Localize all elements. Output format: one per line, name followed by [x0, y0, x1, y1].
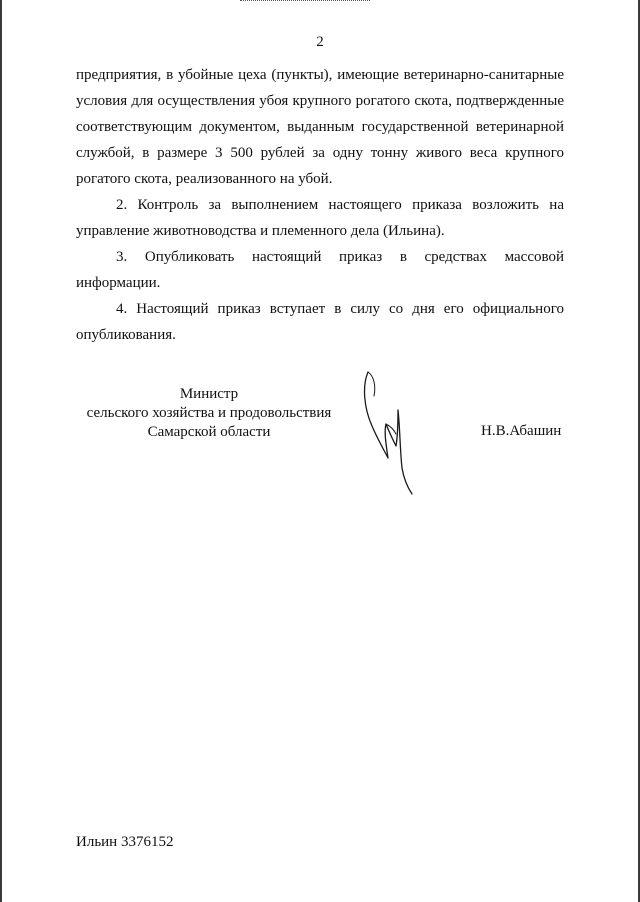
paragraph-item-3: 3. Опубликовать настоящий приказ в средствах массовой информации. — [76, 249, 564, 291]
signatory-title-line-1: Министр — [179, 386, 239, 402]
paragraph-item-2: 2. Контроль за выполнением настоящего приказа возложить на управление животноводства и племенного дела (Ильина). — [76, 197, 564, 239]
signatory-title-line-3: Самарской области — [147, 424, 271, 440]
paragraph-item-4: 4. Настоящий приказ вступает в силу со дня его официального опубликования. — [76, 301, 564, 343]
signatory-title-line-2: сельского хозяйства и продовольствия — [86, 405, 332, 421]
signatory-title-block — [74, 385, 344, 442]
executor-footer: Ильин 3376152 — [76, 834, 174, 850]
handwritten-signature — [356, 368, 436, 496]
signer-name: Н.В.Абашин — [481, 423, 562, 439]
scan-left-edge — [0, 0, 2, 902]
scan-top-marks — [240, 0, 370, 5]
document-body — [76, 62, 564, 348]
paragraph-continuation: предприятия, в убойные цеха (пункты), имеющие ветеринарно-санитарные условия для осуществления убоя крупного рогатого скота, подтвержденные соответствующим документом, выданным государственной ветеринарной службой, в размере 3 500 рублей за одну тонну живого веса крупного рогатого скота, реализованного на убой. — [76, 67, 564, 187]
page-number: 2 — [316, 34, 324, 50]
